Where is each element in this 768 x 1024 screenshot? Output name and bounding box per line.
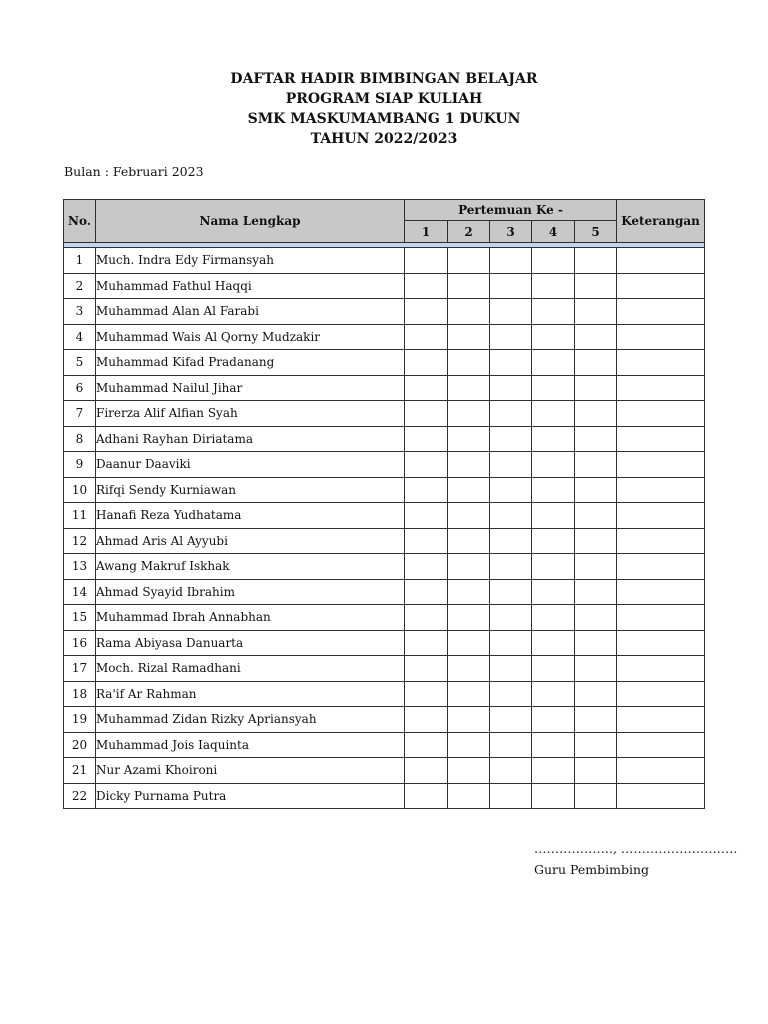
meeting-1-cell: [405, 528, 448, 554]
meeting-4-cell: [532, 528, 575, 554]
meeting-5-cell: [575, 350, 617, 376]
meeting-1-cell: [405, 605, 448, 631]
header-no: No.: [64, 200, 96, 243]
meeting-5-cell: [575, 681, 617, 707]
table-row: [64, 630, 705, 656]
meeting-4-cell: [532, 299, 575, 325]
meeting-2-cell: [448, 681, 490, 707]
meeting-3-cell: [490, 732, 532, 758]
row-number: 5: [64, 350, 96, 376]
document-title: [0, 69, 768, 149]
meeting-3-cell: [490, 477, 532, 503]
row-number: 3: [64, 299, 96, 325]
meeting-2-cell: [448, 248, 490, 274]
attendance-table: [63, 199, 705, 809]
header-name: Nama Lengkap: [96, 200, 405, 243]
meeting-4-cell: [532, 324, 575, 350]
notes-cell: [617, 579, 705, 605]
table-row: [64, 605, 705, 631]
row-number: 13: [64, 554, 96, 580]
meeting-5-cell: [575, 375, 617, 401]
meeting-3-cell: [490, 401, 532, 427]
student-name: Rama Abiyasa Danuarta: [96, 630, 405, 656]
meeting-3-cell: [490, 273, 532, 299]
notes-cell: [617, 299, 705, 325]
student-name: Ahmad Aris Al Ayyubi: [96, 528, 405, 554]
meeting-2-cell: [448, 630, 490, 656]
meeting-3-cell: [490, 375, 532, 401]
meeting-1-cell: [405, 426, 448, 452]
row-number: 7: [64, 401, 96, 427]
meeting-2-cell: [448, 375, 490, 401]
meeting-5-cell: [575, 401, 617, 427]
meeting-3-cell: [490, 579, 532, 605]
meeting-4-cell: [532, 656, 575, 682]
notes-cell: [617, 477, 705, 503]
meeting-1-cell: [405, 401, 448, 427]
meeting-1-cell: [405, 732, 448, 758]
student-name: Moch. Rizal Ramadhani: [96, 656, 405, 682]
meeting-3-cell: [490, 630, 532, 656]
notes-cell: [617, 248, 705, 274]
meeting-5-cell: [575, 732, 617, 758]
header-notes: Keterangan: [617, 200, 705, 243]
meeting-3-cell: [490, 350, 532, 376]
row-number: 9: [64, 452, 96, 478]
meeting-3-cell: [490, 324, 532, 350]
header-meeting-4: 4: [532, 221, 575, 243]
signature-place-date: ………………., ……………………….: [534, 841, 738, 856]
meeting-5-cell: [575, 707, 617, 733]
row-number: 15: [64, 605, 96, 631]
title-line-2: PROGRAM SIAP KULIAH: [285, 91, 483, 107]
student-name: Adhani Rayhan Diriatama: [96, 426, 405, 452]
signature-block: [534, 840, 737, 877]
meeting-5-cell: [575, 299, 617, 325]
meeting-3-cell: [490, 758, 532, 784]
meeting-5-cell: [575, 248, 617, 274]
meeting-1-cell: [405, 758, 448, 784]
row-number: 17: [64, 656, 96, 682]
meeting-2-cell: [448, 783, 490, 809]
header-meeting-3: 3: [490, 221, 532, 243]
meeting-5-cell: [575, 579, 617, 605]
table-row: [64, 656, 705, 682]
row-number: 22: [64, 783, 96, 809]
table-row: [64, 707, 705, 733]
row-number: 19: [64, 707, 96, 733]
meeting-4-cell: [532, 630, 575, 656]
meeting-1-cell: [405, 375, 448, 401]
header-meeting-5: 5: [575, 221, 617, 243]
row-number: 14: [64, 579, 96, 605]
student-name: Muhammad Jois Iaquinta: [96, 732, 405, 758]
meeting-4-cell: [532, 707, 575, 733]
meeting-1-cell: [405, 783, 448, 809]
row-number: 11: [64, 503, 96, 529]
student-name: Hanafi Reza Yudhatama: [96, 503, 405, 529]
meeting-2-cell: [448, 732, 490, 758]
header-meeting: Pertemuan Ke -: [405, 200, 617, 221]
notes-cell: [617, 707, 705, 733]
table-row: [64, 579, 705, 605]
meeting-1-cell: [405, 452, 448, 478]
meeting-1-cell: [405, 656, 448, 682]
meeting-1-cell: [405, 630, 448, 656]
meeting-4-cell: [532, 350, 575, 376]
meeting-3-cell: [490, 299, 532, 325]
notes-cell: [617, 503, 705, 529]
notes-cell: [617, 554, 705, 580]
meeting-4-cell: [532, 477, 575, 503]
notes-cell: [617, 783, 705, 809]
meeting-2-cell: [448, 579, 490, 605]
table-row: [64, 350, 705, 376]
meeting-5-cell: [575, 605, 617, 631]
row-number: 21: [64, 758, 96, 784]
table-row: [64, 758, 705, 784]
table-row: [64, 248, 705, 274]
row-number: 2: [64, 273, 96, 299]
meeting-3-cell: [490, 783, 532, 809]
meeting-5-cell: [575, 273, 617, 299]
meeting-2-cell: [448, 605, 490, 631]
meeting-2-cell: [448, 324, 490, 350]
notes-cell: [617, 375, 705, 401]
student-name: Muhammad Alan Al Farabi: [96, 299, 405, 325]
notes-cell: [617, 273, 705, 299]
month-label: Bulan : Februari 2023: [64, 164, 204, 179]
student-name: Much. Indra Edy Firmansyah: [96, 248, 405, 274]
table-row: [64, 324, 705, 350]
header-meeting-1: 1: [405, 221, 448, 243]
student-name: Muhammad Wais Al Qorny Mudzakir: [96, 324, 405, 350]
meeting-4-cell: [532, 401, 575, 427]
table-row: [64, 528, 705, 554]
meeting-5-cell: [575, 783, 617, 809]
notes-cell: [617, 656, 705, 682]
meeting-4-cell: [532, 579, 575, 605]
student-name: Ahmad Syayid Ibrahim: [96, 579, 405, 605]
student-name: Dicky Purnama Putra: [96, 783, 405, 809]
student-name: Awang Makruf Iskhak: [96, 554, 405, 580]
table-row: [64, 477, 705, 503]
meeting-2-cell: [448, 401, 490, 427]
meeting-3-cell: [490, 503, 532, 529]
notes-cell: [617, 452, 705, 478]
meeting-4-cell: [532, 758, 575, 784]
meeting-3-cell: [490, 707, 532, 733]
meeting-4-cell: [532, 681, 575, 707]
row-number: 6: [64, 375, 96, 401]
student-name: Muhammad Ibrah Annabhan: [96, 605, 405, 631]
meeting-1-cell: [405, 350, 448, 376]
meeting-5-cell: [575, 656, 617, 682]
meeting-5-cell: [575, 758, 617, 784]
meeting-5-cell: [575, 630, 617, 656]
notes-cell: [617, 630, 705, 656]
meeting-3-cell: [490, 426, 532, 452]
table-row: [64, 503, 705, 529]
table-row: [64, 554, 705, 580]
meeting-5-cell: [575, 426, 617, 452]
meeting-1-cell: [405, 273, 448, 299]
student-name: Muhammad Kifad Pradanang: [96, 350, 405, 376]
meeting-3-cell: [490, 248, 532, 274]
meeting-2-cell: [448, 299, 490, 325]
meeting-2-cell: [448, 503, 490, 529]
title-line-1: DAFTAR HADIR BIMBINGAN BELAJAR: [230, 71, 538, 87]
student-name: Muhammad Zidan Rizky Apriansyah: [96, 707, 405, 733]
table-body: [64, 248, 705, 809]
meeting-2-cell: [448, 477, 490, 503]
meeting-1-cell: [405, 477, 448, 503]
meeting-4-cell: [532, 732, 575, 758]
meeting-5-cell: [575, 554, 617, 580]
student-name: Nur Azami Khoironi: [96, 758, 405, 784]
meeting-3-cell: [490, 452, 532, 478]
meeting-1-cell: [405, 324, 448, 350]
meeting-4-cell: [532, 452, 575, 478]
row-number: 16: [64, 630, 96, 656]
table-row: [64, 732, 705, 758]
row-number: 1: [64, 248, 96, 274]
meeting-4-cell: [532, 554, 575, 580]
meeting-5-cell: [575, 324, 617, 350]
notes-cell: [617, 758, 705, 784]
meeting-1-cell: [405, 503, 448, 529]
row-number: 4: [64, 324, 96, 350]
meeting-3-cell: [490, 528, 532, 554]
notes-cell: [617, 605, 705, 631]
notes-cell: [617, 681, 705, 707]
meeting-2-cell: [448, 656, 490, 682]
meeting-4-cell: [532, 375, 575, 401]
meeting-5-cell: [575, 503, 617, 529]
meeting-1-cell: [405, 248, 448, 274]
notes-cell: [617, 426, 705, 452]
header-meeting-2: 2: [448, 221, 490, 243]
meeting-4-cell: [532, 273, 575, 299]
meeting-2-cell: [448, 273, 490, 299]
meeting-4-cell: [532, 605, 575, 631]
title-line-4: TAHUN 2022/2023: [310, 131, 458, 147]
row-number: 10: [64, 477, 96, 503]
meeting-2-cell: [448, 452, 490, 478]
meeting-2-cell: [448, 350, 490, 376]
meeting-2-cell: [448, 528, 490, 554]
table-row: [64, 783, 705, 809]
student-name: Ra'if Ar Rahman: [96, 681, 405, 707]
signature-role: Guru Pembimbing: [534, 862, 650, 877]
notes-cell: [617, 324, 705, 350]
notes-cell: [617, 350, 705, 376]
table-row: [64, 299, 705, 325]
meeting-4-cell: [532, 783, 575, 809]
table-row: [64, 273, 705, 299]
meeting-2-cell: [448, 707, 490, 733]
student-name: Muhammad Nailul Jihar: [96, 375, 405, 401]
notes-cell: [617, 401, 705, 427]
meeting-1-cell: [405, 299, 448, 325]
table-row: [64, 452, 705, 478]
meeting-3-cell: [490, 554, 532, 580]
notes-cell: [617, 528, 705, 554]
title-line-3: SMK MASKUMAMBANG 1 DUKUN: [247, 111, 521, 127]
row-number: 12: [64, 528, 96, 554]
meeting-4-cell: [532, 426, 575, 452]
student-name: Daanur Daaviki: [96, 452, 405, 478]
student-name: Muhammad Fathul Haqqi: [96, 273, 405, 299]
meeting-1-cell: [405, 554, 448, 580]
meeting-3-cell: [490, 681, 532, 707]
meeting-2-cell: [448, 758, 490, 784]
meeting-2-cell: [448, 426, 490, 452]
meeting-3-cell: [490, 605, 532, 631]
table-row: [64, 401, 705, 427]
meeting-4-cell: [532, 503, 575, 529]
student-name: Firerza Alif Alfian Syah: [96, 401, 405, 427]
meeting-4-cell: [532, 248, 575, 274]
student-name: Rifqi Sendy Kurniawan: [96, 477, 405, 503]
meeting-2-cell: [448, 554, 490, 580]
meeting-1-cell: [405, 579, 448, 605]
meeting-1-cell: [405, 681, 448, 707]
row-number: 18: [64, 681, 96, 707]
meeting-5-cell: [575, 477, 617, 503]
table-row: [64, 681, 705, 707]
notes-cell: [617, 732, 705, 758]
meeting-5-cell: [575, 452, 617, 478]
meeting-1-cell: [405, 707, 448, 733]
row-number: 20: [64, 732, 96, 758]
meeting-3-cell: [490, 656, 532, 682]
table-row: [64, 426, 705, 452]
table-header: [64, 200, 705, 243]
row-number: 8: [64, 426, 96, 452]
table-row: [64, 375, 705, 401]
meeting-5-cell: [575, 528, 617, 554]
